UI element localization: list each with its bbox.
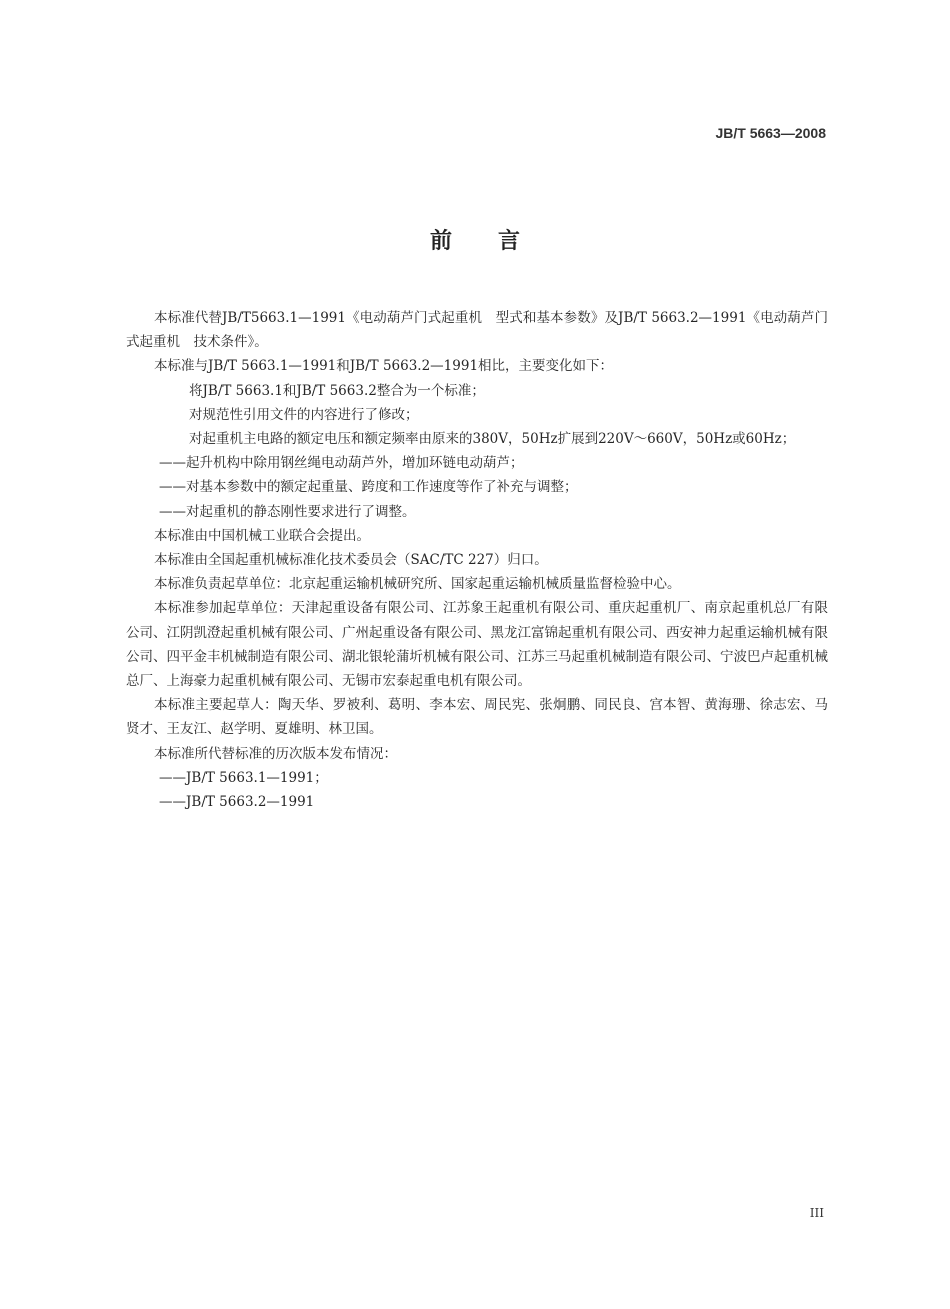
paragraph-replaces: 本标准代替JB/T5663.1—1991《电动葫芦门式起重机 型式和基本参数》及JB/T 5663.2—1991《电动葫芦门式起重机 技术条件》。 bbox=[126, 310, 828, 351]
paragraph-participating-units: 本标准参加起草单位：天津起重设备有限公司、江苏象王起重机有限公司、重庆起重机厂、南京起重机总厂有限公司、江阴凯澄起重机械有限公司、广州起重设备有限公司、黑龙江富锦起重机有限公司、西安神力起重运输机械有限公司、四平金丰机械制造有限公司、湖北银轮蒲圻机械有限公司、江苏三马起重机械制造有限公司、宁波巴卢起重机械总厂、上海豪力起重机械有限公司、无锡市宏泰起重电机有限公司。 bbox=[126, 600, 828, 690]
history-item: ——JB/T 5663.1—1991； bbox=[159, 769, 328, 786]
history-item: ——JB/T 5663.2—1991 bbox=[159, 794, 315, 811]
foreword-body bbox=[126, 306, 828, 814]
paragraph-changes-intro: 本标准与JB/T 5663.1—1991和JB/T 5663.2—1991相比，主要变化如下： bbox=[154, 358, 614, 375]
paragraph-under-jurisdiction: 本标准由全国起重机械标准化技术委员会（SAC/TC 227）归口。 bbox=[154, 552, 548, 569]
paragraph-drafters: 本标准主要起草人：陶天华、罗被利、葛明、李本宏、周民宪、张炯鹏、同民良、宫本智、黄海珊、徐志宏、马贤才、王友江、赵学明、夏雄明、林卫国。 bbox=[126, 697, 828, 738]
change-item: 对起重机主电路的额定电压和额定频率由原来的380V，50Hz扩展到220V～660V，50Hz或60Hz； bbox=[189, 431, 796, 448]
change-item: ——对起重机的静态刚性要求进行了调整。 bbox=[159, 503, 416, 520]
standard-number: JB/T 5663—2008 bbox=[715, 125, 826, 141]
paragraph-history-intro: 本标准所代替标准的历次版本发布情况： bbox=[154, 745, 397, 762]
change-item: 将JB/T 5663.1和JB/T 5663.2整合为一个标准； bbox=[189, 382, 485, 399]
page-title: 前言 bbox=[429, 229, 566, 254]
change-item: ——起升机构中除用钢丝绳电动葫芦外，增加环链电动葫芦； bbox=[159, 455, 524, 472]
paragraph-drafting-unit: 本标准负责起草单位：北京起重运输机械研究所、国家起重运输机械质量监督检验中心。 bbox=[154, 576, 681, 593]
change-item: 对规范性引用文件的内容进行了修改； bbox=[189, 406, 419, 423]
page-number: III bbox=[809, 1206, 824, 1220]
change-item: ——对基本参数中的额定起重量、跨度和工作速度等作了补充与调整； bbox=[159, 479, 578, 496]
paragraph-proposed-by: 本标准由中国机械工业联合会提出。 bbox=[154, 527, 370, 544]
